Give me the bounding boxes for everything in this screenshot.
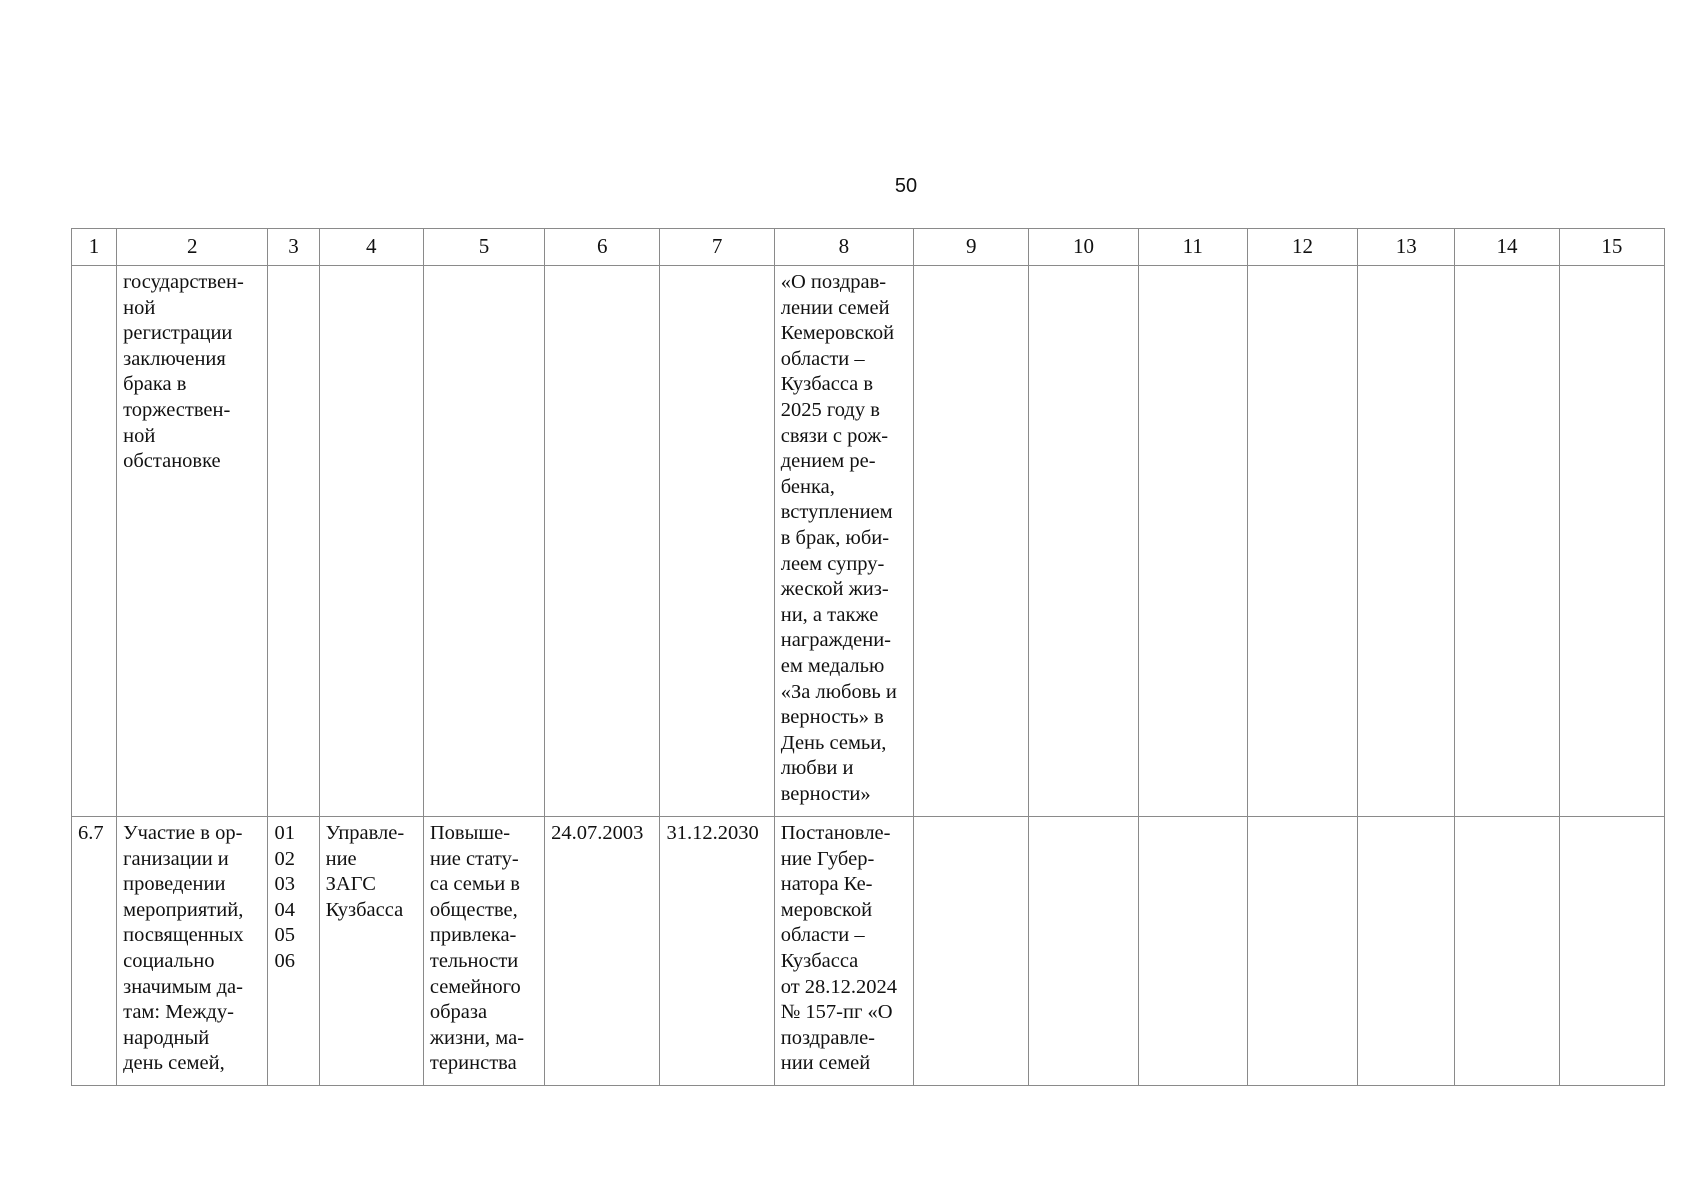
cell-text-line: поздравле- — [780, 1026, 876, 1049]
cell-text-line: связи с рож- — [780, 424, 889, 447]
cell-text-line: ной — [123, 296, 156, 319]
cell-text-line: семейного — [429, 975, 521, 998]
cell-text-line: мероприятий, — [123, 898, 244, 921]
header-cell: 10 — [1029, 229, 1138, 266]
cell-text-line: регистрации — [123, 322, 233, 345]
page-number: 50 — [894, 175, 918, 197]
table-cell — [1029, 817, 1138, 1086]
cell-text-line: брака в — [123, 373, 187, 396]
table-cell — [268, 817, 319, 1086]
cell-text-line: 03 — [274, 873, 295, 896]
cell-text-line: ЗАГС — [325, 873, 376, 896]
header-cell: 3 — [268, 229, 319, 266]
table-cell — [1029, 266, 1138, 817]
cell-text-line: день семей, — [123, 1052, 225, 1075]
header-cell: 2 — [117, 229, 268, 266]
cell-text-line: натора Ке- — [780, 873, 873, 896]
header-cell: 14 — [1455, 229, 1559, 266]
cell-text-line: торжествен- — [123, 398, 231, 421]
cell-text-line: 31.12.2030 — [666, 822, 759, 844]
table-cell — [545, 266, 660, 817]
cell-text-line: образа — [429, 1001, 488, 1024]
cell-text-line: Участие в ор- — [123, 822, 243, 844]
cell-text-line: 04 — [274, 898, 295, 921]
cell-text-line: «За любовь и — [780, 680, 897, 703]
cell-text-line: государствен- — [123, 271, 244, 293]
cell-text-line: ние стату- — [429, 847, 519, 870]
header-cell: 1 — [72, 229, 117, 266]
table-cell — [914, 817, 1029, 1086]
cell-text-line: области – — [780, 924, 865, 947]
cell-text-line: Кузбасса — [780, 949, 859, 972]
table-cell — [774, 266, 913, 817]
cell-text-line: ем медалью — [780, 654, 885, 677]
table-cell — [660, 266, 774, 817]
table-cell — [1138, 817, 1247, 1086]
cell-text-line: дением ре- — [780, 450, 876, 473]
header-cell: 4 — [319, 229, 423, 266]
cell-text-line: тельности — [429, 949, 519, 972]
cell-text-line: нии семей — [780, 1052, 871, 1075]
cell-text-line: проведении — [123, 873, 226, 896]
cell-text-line: посвященных — [123, 924, 244, 947]
cell-text-line: меровской — [780, 898, 873, 921]
cell-text-line: День семьи, — [780, 731, 887, 754]
table-cell — [423, 817, 544, 1086]
header-cell: 6 — [545, 229, 660, 266]
table-cell — [774, 817, 913, 1086]
cell-text-line: от 28.12.2024 — [780, 975, 898, 998]
table-cell — [72, 817, 117, 1086]
cell-text-line: ной — [123, 424, 156, 447]
cell-text-line: леем супру- — [780, 552, 885, 575]
cell-text-line: бенка, — [780, 475, 835, 498]
table-cell — [1358, 266, 1455, 817]
cell-text-line: 01 — [274, 822, 295, 844]
table-header-row — [72, 229, 1665, 266]
cell-text-line: там: Между- — [123, 1001, 234, 1024]
header-cell: 7 — [660, 229, 774, 266]
table-cell — [1559, 817, 1664, 1086]
table-cell — [1455, 266, 1559, 817]
header-cell: 13 — [1358, 229, 1455, 266]
table-cell — [117, 817, 268, 1086]
program-table — [71, 228, 1665, 1086]
header-cell: 12 — [1247, 229, 1357, 266]
table-cell — [1247, 817, 1357, 1086]
cell-text-line: № 157-пг «О — [780, 1001, 893, 1024]
cell-text-line: ганизации и — [123, 847, 229, 870]
cell-text-line: лении семей — [780, 296, 890, 319]
cell-text-line: теринства — [429, 1052, 517, 1075]
table-cell — [319, 266, 423, 817]
header-cell: 9 — [914, 229, 1029, 266]
header-cell: 5 — [423, 229, 544, 266]
table-cell — [545, 817, 660, 1086]
cell-text-line: народный — [123, 1026, 210, 1049]
cell-text-line: Постановле- — [780, 822, 891, 844]
table-row — [72, 266, 1665, 817]
table-cell — [1455, 817, 1559, 1086]
cell-text-line: любви и — [780, 757, 854, 780]
cell-text-line: 24.07.2003 — [551, 822, 644, 844]
table-cell — [423, 266, 544, 817]
cell-text-line: 2025 году в — [780, 398, 880, 421]
cell-text-line: Кемеровской — [780, 322, 895, 345]
table-cell — [72, 266, 117, 817]
cell-text-line: вступлением — [780, 501, 893, 524]
table-cell — [1138, 266, 1247, 817]
table-cell — [1247, 266, 1357, 817]
cell-text-line: верности» — [780, 782, 871, 805]
table-row — [72, 817, 1665, 1086]
cell-text-line: привлека- — [429, 924, 517, 947]
cell-text-line: жизни, ма- — [429, 1026, 525, 1049]
header-cell: 11 — [1138, 229, 1247, 266]
cell-text-line: ние — [325, 847, 357, 870]
table-cell — [1358, 817, 1455, 1086]
cell-text-line: верность» в — [780, 706, 884, 729]
cell-text-line: 05 — [274, 924, 295, 947]
cell-text-line: обществе, — [429, 898, 518, 921]
header-cell: 15 — [1559, 229, 1664, 266]
cell-text-line: социально — [123, 949, 215, 972]
cell-text-line: обстановке — [123, 450, 221, 473]
cell-text-line: ни, а также — [780, 603, 879, 626]
table-cell — [268, 266, 319, 817]
cell-text-line: Повыше- — [429, 822, 511, 844]
cell-text-line: 02 — [274, 847, 295, 870]
cell-text-line: Кузбасса — [325, 898, 404, 921]
cell-text-line: области – — [780, 347, 865, 370]
cell-text-line: ние Губер- — [780, 847, 875, 870]
cell-text-line: заключения — [123, 347, 226, 370]
cell-text-line: «О поздрав- — [780, 271, 887, 293]
cell-text-line: Кузбасса в — [780, 373, 874, 396]
cell-text-line: значимым да- — [123, 975, 243, 998]
header-cell: 8 — [774, 229, 913, 266]
cell-text-line: награждени- — [780, 629, 892, 652]
cell-text-line: 06 — [274, 949, 295, 972]
cell-text-line: жеской жиз- — [780, 578, 889, 601]
table-cell — [660, 817, 774, 1086]
table-cell — [319, 817, 423, 1086]
cell-text-line: са семьи в — [429, 873, 520, 896]
table-cell — [1559, 266, 1664, 817]
cell-text-line: 6.7 — [78, 822, 104, 844]
cell-text-line: Управле- — [325, 822, 405, 844]
table-cell — [914, 266, 1029, 817]
cell-text-line: в брак, юби- — [780, 526, 890, 549]
table-cell — [117, 266, 268, 817]
